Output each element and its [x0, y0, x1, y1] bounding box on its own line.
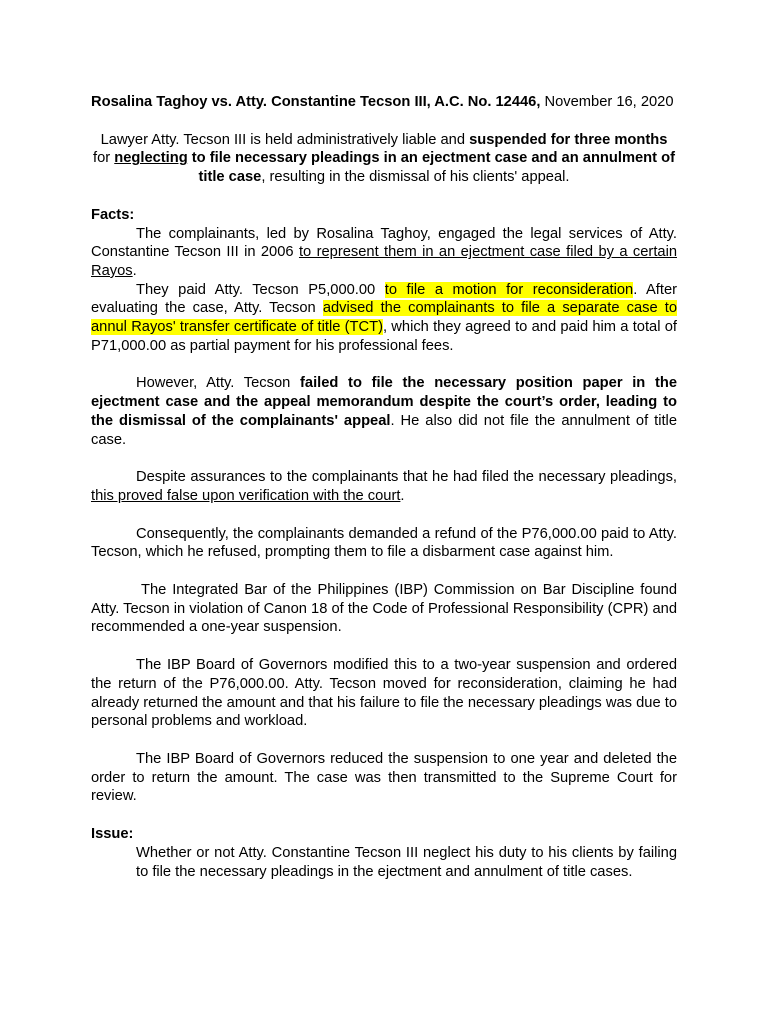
facts-paragraph-8 [91, 750, 677, 806]
paragraph-text: Despite assurances to the complainants that he had filed the necessary pleadings, [136, 469, 677, 486]
paragraph-text: The complainants, led by Rosalina Taghoy, engaged the legal services of Atty. Constantine Tecson III in 2006 [91, 225, 677, 261]
case-citation [91, 93, 677, 112]
summary-text: , resulting in the dismissal of his clients' appeal. [261, 169, 570, 186]
case-summary [91, 131, 677, 187]
underlined-text: to represent them in an ejectment case filed by a certain Rayos [91, 244, 677, 279]
paragraph-text: The IBP Board of Governors modified this to a two-year suspension and ordered the return of the P76,000.00. Atty. Tecson moved for reconsideration, claiming he had already returned the amount and that his failure to file the necessary pleadings was due to personal problems and workload. [91, 657, 677, 730]
facts-paragraph-3 [91, 374, 677, 449]
summary-penalty: suspended for three months [469, 131, 668, 148]
paragraph-text: However, Atty. Tecson [136, 375, 301, 392]
summary-text: Lawyer Atty. Tecson III is held administratively liable and [100, 131, 470, 148]
case-title: Rosalina Taghoy vs. Atty. Constantine Tecson III, A.C. No. 12446, [91, 94, 541, 110]
bold-text: failed to file the necessary position paper in the ejectment case and the appeal memorandum despite the court’s order, leading to the dismissal of the complainants' appeal [91, 375, 677, 429]
facts-paragraph-2 [91, 281, 677, 356]
issue-heading [91, 825, 677, 844]
highlighted-text: advised the complainants to file a separate case to annul Rayos' transfer certificate of title (TCT) [91, 300, 678, 336]
paragraph-text: Whether or not Atty. Constantine Tecson III neglect his duty to his clients by failing to file the necessary pleadings in the ejectment and annulment of title cases. [136, 844, 677, 880]
highlighted-text: to file a motion for reconsideration [384, 281, 634, 298]
paragraph-text: , which they agreed to and paid him a total of P71,000.00 as partial payment for his professional fees. [91, 319, 677, 354]
document-page [91, 93, 677, 881]
paragraph-text: Consequently, the complainants demanded a refund of the P76,000.00 paid to Atty. Tecson, which he refused, prompting them to file a disbarment case against him. [91, 525, 677, 561]
facts-paragraph-4 [91, 468, 677, 505]
paragraph-text: . [132, 262, 137, 279]
facts-paragraph-6 [91, 581, 677, 637]
facts-heading [91, 206, 677, 225]
facts-paragraph-5 [91, 525, 677, 562]
paragraph-text: They paid Atty. Tecson P5,000.00 [136, 281, 385, 298]
facts-paragraph-1 [91, 225, 677, 281]
summary-offense: neglecting [114, 150, 188, 167]
paragraph-text: The Integrated Bar of the Philippines (IBP) Commission on Bar Discipline found Atty. Tecson in violation of Canon 18 of the Code of Professional Responsibility (CPR) and recommended a one-year suspension. [91, 582, 677, 636]
paragraph-text: . [400, 487, 405, 504]
underlined-text: this proved false upon verification with the court [91, 487, 401, 504]
facts-heading-text: Facts: [91, 206, 135, 223]
paragraph-text: . After evaluating the case, Atty. Tecson [91, 281, 678, 317]
summary-text: for [93, 150, 115, 167]
issue-heading-text: Issue: [91, 826, 134, 843]
paragraph-text: The IBP Board of Governors reduced the suspension to one year and deleted the order to return the amount. The case was then transmitted to the Supreme Court for review. [91, 750, 677, 805]
facts-paragraph-7 [91, 656, 677, 731]
summary-offense-detail: to file necessary pleadings in an ejectment case and an annulment of title case [187, 150, 675, 186]
paragraph-text: . He also did not file the annulment of title case. [91, 412, 677, 448]
issue-paragraph [91, 844, 677, 881]
decision-date: November 16, 2020 [540, 94, 674, 110]
